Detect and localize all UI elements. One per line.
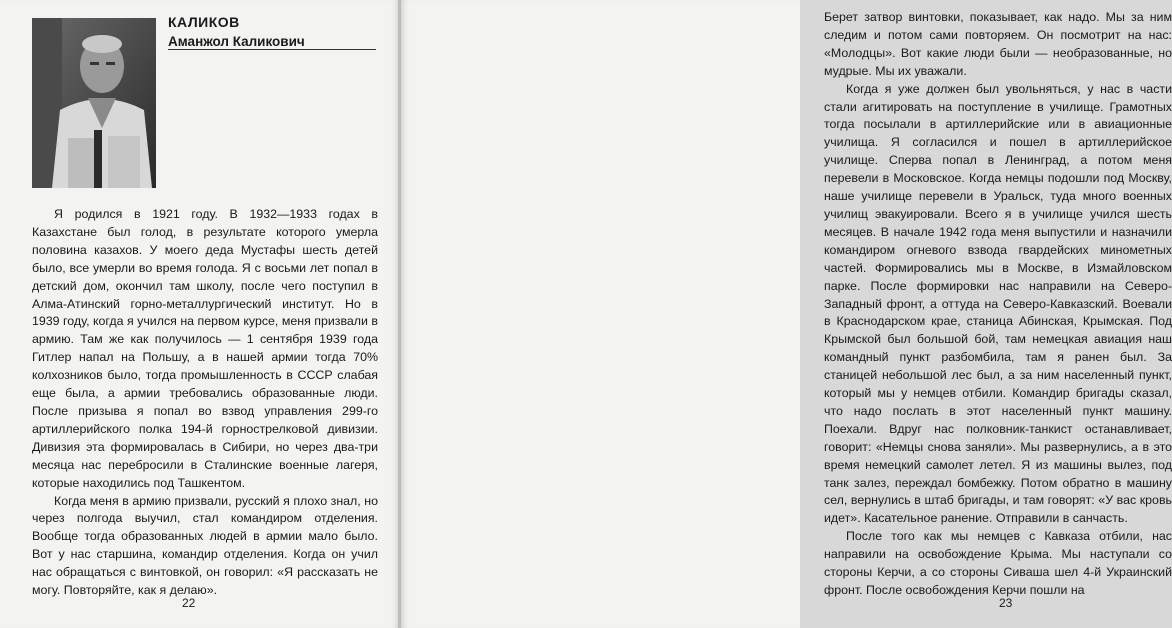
left-body-text xyxy=(32,206,378,600)
author-name-block xyxy=(168,14,378,50)
paragraph: После того как мы немцев с Кавказа отбили, нас направили на освобождение Крыма. Мы наступали со стороны Керчи, а со стороны Сиваша шел 4-й Украинский фронт. После освобождения Керчи пошли на xyxy=(824,529,1172,597)
author-portrait xyxy=(32,18,156,188)
page-number: 22 xyxy=(182,596,196,610)
paragraph: Когда меня в армию призвали, русский я плохо знал, но через полгода выучил, стал командиром отделения. Вообще тогда образованных людей в армии мало было. Вот у нас старшина, командир отделения. Когда он учил нас обращаться с винтовкой, он говорил: «Я рассказать не могу. Повторяйте, как я делаю». xyxy=(32,493,378,598)
left-page xyxy=(0,0,399,628)
right-page xyxy=(401,0,1172,628)
page-number: 23 xyxy=(999,596,1013,610)
author-full-name: Аманжол Каликович xyxy=(168,34,305,49)
paragraph: Когда я уже должен был увольняться, у нас в части стали агитировать на поступление в училище. Грамотных тогда посылали в артиллерийские или в авиационные училища. Я согласился и пошел в артиллерийское училище. Сперва попал в Ленинград, а потом меня перевели в Московское. Когда немцы подошли под Москву, наше училище перевели в Уральск, туда много военных училищ эвакуировали. Всего я в училище учился шесть месяцев. В начале 1942 года меня выпустили и назначили командиром огневого взвода гвардейских минометных частей. Формировались мы в Москве, в Измайловском парке. После формировки нас направили на Северо-Западный фронт, а оттуда на Северо-Кавказский. Воевали в Краснодарском крае, станица Абинская, Крымская. Под Крымской был большой бой, там немецкая авиация наш командный пункт разбомбила, там я ранен был. За станицей небольшой лес был, а за ним населенный пункт, который мы у немцев отбили. Командир бригады сказал, что надо послать в этот населенный пункт машину. Поехали. Вдруг нас полковник-танкист останавливает, говорит: «Немцы снова заняли». Мы развернулись, а в это время немецкий самолет летел. Я из машины вылез, под танк залез, переждал бомбежку. Потом обратно в машину сел, вернулись в штаб бригады, и там говорят: «У вас кровь идет». Касательное ранение. Отправили в санчасть. xyxy=(824,81,1172,526)
name-underline xyxy=(168,49,376,50)
paragraph: Я родился в 1921 году. В 1932—1933 годах в Казахстане был голод, в результате которого умерла половина казахов. У моего деда Мустафы шесть детей было, все умерли во время голода. Я с восьми лет попал в детский дом, окончил там школу, после чего поступил в Алма-Атинский горно-металлургический институт. Но в 1939 году, когда я учился на первом курсе, меня призвали в армию. Там же как получилось — 1 сентября 1939 года Гитлер напал на Польшу, а в нашей армии тогда 70% колхозников было, тогда промышленность в СССР слабая еще была, а армии требовались образованные люди. После призыва я попал во взвод управления 299-го артиллерийского полка 194-й горнострелковой дивизии. Дивизия эта формировалась в Сибири, но через два-три месяца нас перебросили в Сталинские военные лагеря, которые находились под Ташкентом. xyxy=(32,207,378,490)
author-surname: КАЛИКОВ xyxy=(168,14,240,30)
paragraph: Берет затвор винтовки, показывает, как надо. Мы за ним следим и потом сами повторяем. Он посмотрит на нас: «Молодцы». Вот какие люди были — необразованные, но мудрые. Мы их уважали. xyxy=(824,10,1172,78)
right-body-text xyxy=(824,9,1172,600)
